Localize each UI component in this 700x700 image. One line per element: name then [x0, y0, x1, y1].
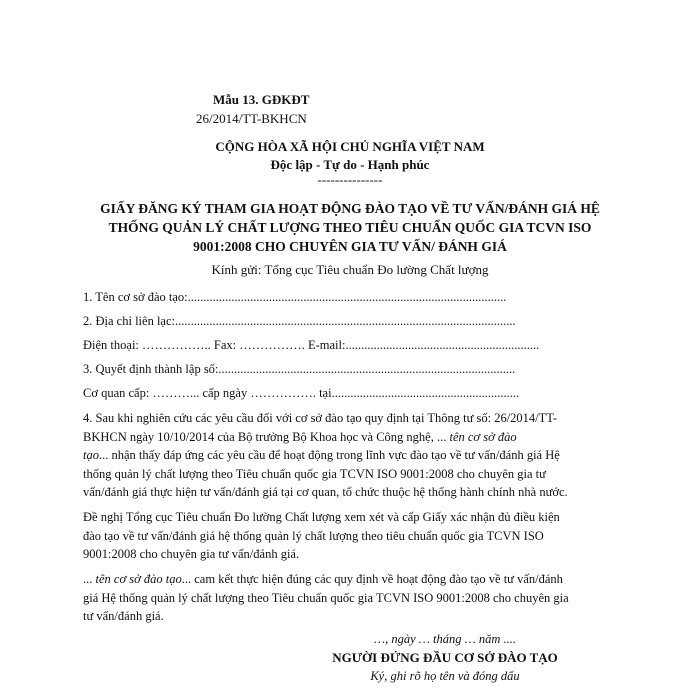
document-title: [70, 199, 630, 256]
title-line-2: THỐNG QUẢN LÝ CHẤT LƯỢNG THEO TIÊU CHUẨN QUỐC GIA TCVN ISO: [108, 220, 592, 235]
addressee: Kính gửi: Tổng cục Tiêu chuẩn Đo lường Chất lượng: [211, 262, 489, 277]
field-training-institution-name: 1. Tên cơ sở đào tạo:......................................................................................................: [83, 290, 507, 304]
request-paragraph: [83, 508, 618, 564]
paragraph-4-line: vấn/đánh giá thực hiện tư vấn/đánh giá tại cơ quan, tổ chức thuộc hệ thống hành chính nhà nước.: [83, 485, 568, 499]
signature-role: NGƯỜI ĐỨNG ĐẦU CƠ SỞ ĐÀO TẠO: [332, 650, 558, 665]
institution-placeholder: tên cơ sở đào tạo: [95, 572, 182, 586]
paragraph-4-line: thống quản lý chất lượng theo Tiêu chuẩn quốc gia TCVN ISO 9001:2008 cho chuyên gia tư: [83, 466, 546, 481]
field-issuing-agency: Cơ quan cấp: ………... cấp ngày ……………. tại............................................................: [83, 386, 520, 400]
commitment-paragraph: [83, 570, 618, 626]
paragraph-4-line: BKHCN ngày 10/10/2014 của Bộ trưởng Bộ Khoa học và Công nghệ, ... tên cơ sở đào: [83, 429, 517, 444]
paragraph-4: [83, 409, 618, 502]
paragraph-4-line: tạo... nhận thấy đáp ứng các yêu cầu để hoạt động trong lĩnh vực đào tạo về tư vấn/đánh giá Hệ: [83, 448, 560, 462]
request-line: đào tạo về tư vấn/đánh giá hệ thống quản lý chất lượng theo tiêu chuẩn quốc gia TCVN ISO: [83, 528, 544, 543]
request-line: 9001:2008 cho chuyên gia tư vấn/đánh giá.: [83, 547, 300, 561]
institution-placeholder: tạo: [83, 448, 99, 462]
field-establishment-decision: 3. Quyết định thành lập số:...............................................................................................: [83, 362, 516, 376]
field-contact-address: 2. Địa chỉ liên lạc:.............................................................................................................: [83, 314, 516, 328]
commitment-line: ... tên cơ sở đào tạo... cam kết thực hiện đúng các quy định về hoạt động đào tạo về tư vấn/đánh: [83, 572, 563, 586]
signature-date: …, ngày … tháng … năm ....: [373, 632, 517, 646]
paragraph-4-line: 4. Sau khi nghiên cứu các yêu cầu đối với cơ sở đào tạo quy định tại Thông tư số: 26/2014/TT-: [83, 411, 557, 425]
field-phone-fax-email: Điện thoại: …………….. Fax: ……………. E-mail:..............................................................: [83, 338, 540, 352]
country-heading: CỘNG HÒA XÃ HỘI CHỦ NGHĨA VIỆT NAM: [215, 139, 485, 154]
signature-note: Ký, ghi rõ họ tên và đóng dấu: [370, 669, 520, 683]
title-line-3: 9001:2008 CHO CHUYÊN GIA TƯ VẤN/ ĐÁNH GIÁ: [193, 239, 507, 254]
institution-placeholder: tên cơ sở đào: [449, 429, 517, 444]
commitment-line: giá Hệ thống quản lý chất lượng theo Tiêu chuẩn quốc gia TCVN ISO 9001:2008 cho chuyên gia: [83, 590, 569, 605]
request-line: Đề nghị Tổng cục Tiêu chuẩn Đo lường Chất lượng xem xét và cấp Giấy xác nhận đủ điều kiện: [83, 510, 560, 524]
motto: Độc lập - Tự do - Hạnh phúc: [270, 157, 430, 172]
form-code-circular: 26/2014/TT-BKHCN: [196, 111, 307, 126]
form-code-label: Mẫu 13. GĐKĐT: [213, 92, 310, 107]
header-divider: ---------------: [317, 172, 383, 187]
commitment-line: tư vấn/đánh giá.: [83, 609, 164, 623]
title-line-1: GIẤY ĐĂNG KÝ THAM GIA HOẠT ĐỘNG ĐÀO TẠO VỀ TƯ VẤN/ĐÁNH GIÁ HỆ: [100, 201, 600, 216]
